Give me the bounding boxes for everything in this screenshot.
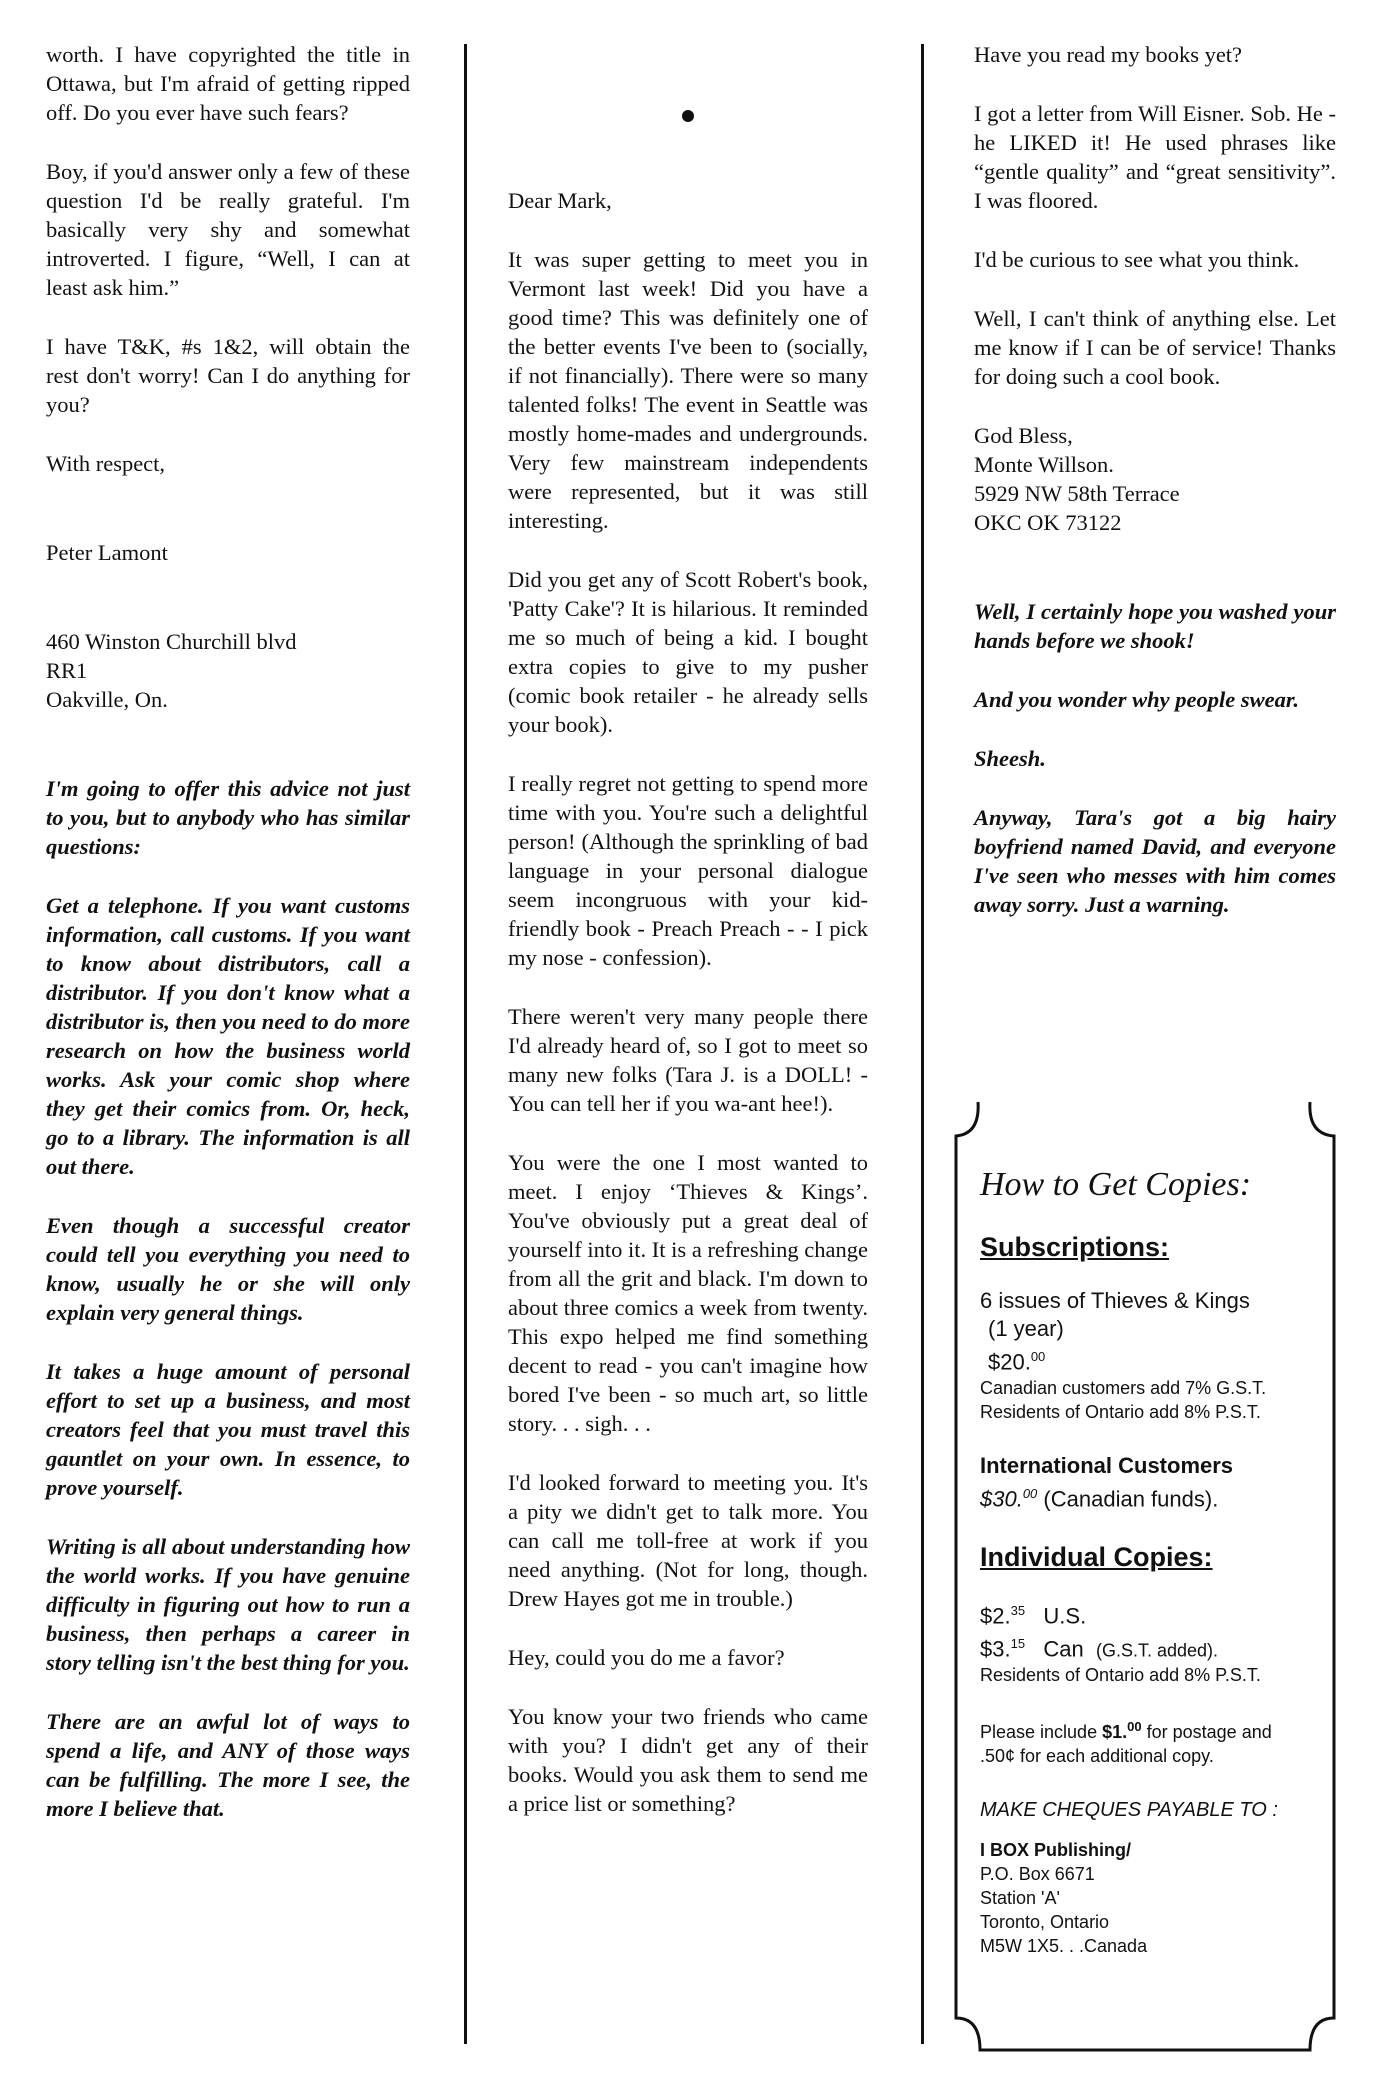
- reply-paragraph: And you wonder why people swear.: [974, 687, 1300, 712]
- signature-line: Monte Willson.: [974, 452, 1114, 477]
- reply-paragraph: I'm going to offer this advice not just to you, but to anybody who has similar questions:: [46, 776, 410, 859]
- subscriptions-line: 6 issues of Thieves & Kings: [980, 1288, 1250, 1313]
- reply-paragraph: It takes a huge amount of personal effort to set up a business, and most creators feel that you must travel this gauntlet on your own. In essence, to prove yourself.: [46, 1359, 410, 1500]
- tax-note: Residents of Ontario add 8% P.S.T.: [980, 1402, 1261, 1423]
- us-price: $2.35 U.S.: [980, 1602, 1087, 1628]
- signature-line: God Bless,: [974, 423, 1073, 448]
- column-3: [974, 40, 1336, 949]
- subscriptions-price: $20.00: [988, 1349, 1046, 1375]
- letter-paragraph: Have you read my books yet?: [974, 42, 1243, 67]
- letter-closing: With respect,: [46, 451, 166, 476]
- letter-greeting: Dear Mark,: [508, 188, 612, 213]
- tax-note: Canadian customers add 7% G.S.T.: [980, 1378, 1267, 1399]
- individual-copies-heading: Individual Copies:: [980, 1541, 1213, 1572]
- postage-note: .50¢ for each additional copy.: [980, 1746, 1214, 1767]
- letter-paragraph: I'd be curious to see what you think.: [974, 247, 1300, 272]
- letter-address: [46, 627, 410, 714]
- reply-paragraph: Writing is all about understanding how the world works. If you have genuine difficulty in figuring out how to run a business, then perhaps a career in story telling isn't the best thing for you.: [46, 1534, 410, 1675]
- letter-paragraph: Hey, could you do me a favor?: [508, 1645, 785, 1670]
- publisher-address: P.O. Box 6671: [980, 1864, 1095, 1885]
- postage-note: Please include $1.00 for postage and: [980, 1719, 1272, 1743]
- bullet-separator: [682, 110, 694, 122]
- reply-paragraph: There are an awful lot of ways to spend a life, and ANY of those ways can be fulfilling. The more I see, the more I believe that.: [46, 1709, 410, 1821]
- address-line: RR1: [46, 658, 88, 683]
- reply-paragraph: Even though a successful creator could tell you everything you need to know, usually he or she will only explain very general things.: [46, 1213, 410, 1325]
- letter-paragraph: You know your two friends who came with you? I didn't get any of their books. Would you ask them to send me a price list or something?: [508, 1704, 868, 1816]
- letter-paragraph: I really regret not getting to spend more time with you. You're such a delightful person! (Although the sprinkling of bad language in your personal dialogue seem incongruous with your kid-friendly book - Preach Preach - - I pick my nose - confession).: [508, 771, 868, 970]
- column-2: [508, 40, 868, 1848]
- column-divider-1: [464, 44, 467, 2044]
- reply-paragraph: Get a telephone. If you want customs information, call customs. If you want to know about distributors, call a distributor. If you don't know what a distributor is, then you need to do more research on how the business world works. Ask your comic shop where they get their comics from. Or, heck, go to a library. The information is all out there.: [46, 893, 410, 1179]
- address-line: Oakville, On.: [46, 687, 168, 712]
- reply-paragraph: Well, I certainly hope you washed your hands before we shook!: [974, 599, 1336, 653]
- publisher-address: M5W 1X5. . .Canada: [980, 1936, 1148, 1957]
- reply-paragraph: Anyway, Tara's got a big hairy boyfriend named David, and everyone I've seen who messes with him comes away sorry. Just a warning.: [974, 805, 1336, 917]
- signature-line: 5929 NW 58th Terrace: [974, 481, 1180, 506]
- letter-signature-block: [974, 421, 1336, 537]
- cheques-heading: MAKE CHEQUES PAYABLE TO :: [980, 1799, 1278, 1822]
- publisher-address: Toronto, Ontario: [980, 1912, 1110, 1933]
- column-divider-2: [921, 44, 924, 2044]
- letter-paragraph: I'd looked forward to meeting you. It's a pity we didn't get to talk more. You can call me toll-free at work if you need anything. (Not for long, though. Drew Hayes got me in trouble.): [508, 1470, 868, 1611]
- can-price: $3.15 Can (G.S.T. added).: [980, 1635, 1219, 1662]
- letter-paragraph: Well, I can't think of anything else. Let me know if I can be of service! Thanks for doing such a cool book.: [974, 306, 1336, 389]
- tax-note: Residents of Ontario add 8% P.S.T.: [980, 1665, 1261, 1686]
- publisher-address: Station 'A': [980, 1888, 1060, 1909]
- international-heading: International Customers: [980, 1453, 1234, 1479]
- subscriptions-heading: Subscriptions:: [980, 1232, 1170, 1262]
- subscriptions-line: (1 year): [988, 1316, 1064, 1341]
- letter-paragraph: Did you get any of Scott Robert's book, 'Patty Cake'? It is hilarious. It reminded me so much of being a kid. I bought extra copies to give to my pusher (comic book retailer - he already sells your book).: [508, 567, 868, 737]
- signature-line: OKC OK 73122: [974, 510, 1122, 535]
- reply-paragraph: Sheesh.: [974, 746, 1046, 771]
- letter-paragraph: It was super getting to meet you in Vermont last week! Did you have a good time? This was definitely one of the better events I've been to (socially, if not financially). There were so many talented folks! The event in Seattle was mostly home-mades and undergrounds. Very few mainstream independents were represented, but it was still interesting.: [508, 247, 868, 533]
- letter-paragraph: worth. I have copyrighted the title in Ottawa, but I'm afraid of getting ripped off. Do you ever have such fears?: [46, 42, 410, 125]
- letter-paragraph: There weren't very many people there I'd already heard of, so I got to meet so many new folks (Tara J. is a DOLL! -You can tell her if you wa-ant hee!).: [508, 1004, 868, 1116]
- address-line: 460 Winston Churchill blvd: [46, 629, 297, 654]
- box-title: How to Get Copies:: [980, 1166, 1252, 1203]
- international-price: $30.00 (Canadian funds).: [980, 1486, 1219, 1512]
- letter-signature: Peter Lamont: [46, 540, 168, 565]
- column-1: [46, 40, 410, 1853]
- letter-paragraph: I got a letter from Will Eisner. Sob. He - he LIKED it! He used phrases like “gentle quality” and “great sensitivity”. I was floored.: [974, 101, 1336, 213]
- letter-paragraph: You were the one I most wanted to meet. I enjoy ‘Thieves & Kings’. You've obviously put a great deal of yourself into it. It is a refreshing change from all the grit and black. I'm down to about three comics a week from twenty. This expo helped me find something decent to read - you can't imagine how bored I've been - so much art, so little story. . . sigh. . .: [508, 1150, 868, 1436]
- letter-paragraph: I have T&K, #s 1&2, will obtain the rest don't worry! Can I do anything for you?: [46, 334, 410, 417]
- how-to-get-copies-box: [950, 1100, 1340, 2052]
- publisher-name: I BOX Publishing/: [980, 1840, 1132, 1861]
- letter-paragraph: Boy, if you'd answer only a few of these question I'd be really grateful. I'm basically very shy and somewhat introverted. I figure, “Well, I can at least ask him.”: [46, 159, 410, 300]
